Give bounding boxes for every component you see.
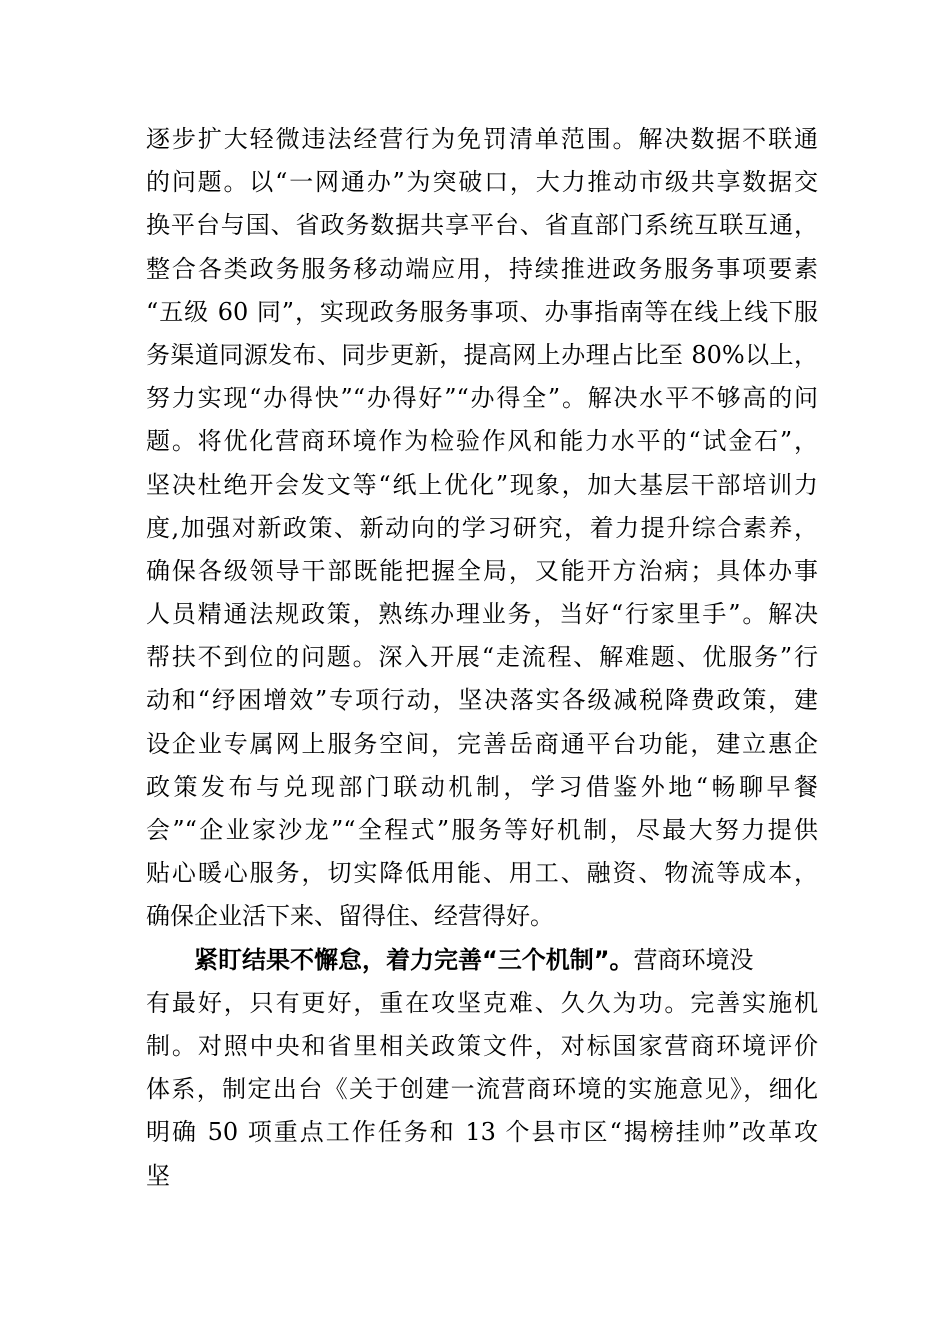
text-line: 动和“纾困增效”专项行动，坚决落实各级减税降费政策，建 [146,686,818,715]
text-line: 明确 50 项重点工作任务和 13 个县市区“揭榜挂帅”改革攻 [146,1118,818,1147]
text-line: 确保企业活下来、留得住、经营得好。 [146,902,554,931]
text-line: 确保各级领导干部既能把握全局，又能开方治病；具体办事 [146,556,818,585]
paragraph-2-first-line [146,939,818,982]
paragraph-2 [146,939,818,1198]
text-line: 制。对照中央和省里相关政策文件，对标国家营商环境评价 [146,1031,818,1060]
text-line: “五级 60 同”，实现政务服务事项、办事指南等在线上线下服 [146,297,818,326]
text-line: 坚 [146,1161,170,1190]
text-line: 人员精通法规政策，熟练办理业务，当好“行家里手”。解决 [146,600,818,629]
text-line: 题。将优化营商环境作为检验作风和能力水平的“试金石”， [146,427,818,456]
text-line: 贴心暖心服务，切实降低用能、用工、融资、物流等成本， [146,859,818,888]
text-line: 逐步扩大轻微违法经营行为免罚清单范围。解决数据不联通 [146,125,818,153]
text-line: 整合各类政务服务移动端应用，持续推进政务服务事项要素 [146,254,818,283]
body-text [146,118,818,1198]
text-line: 努力实现“办得快”“办得好”“办得全”。解决水平不够高的问 [146,384,818,413]
text-line: 帮扶不到位的问题。深入开展“走流程、解难题、优服务”行 [146,643,818,672]
text-line: 换平台与国、省政务数据共享平台、省直部门系统互联互通， [146,211,818,240]
text-line: 体系，制定出台《关于创建一流营商环境的实施意见》，细化 [146,1075,818,1104]
text-line: 政策发布与兑现部门联动机制，学习借鉴外地“畅聊早餐 [146,772,818,801]
paragraph-1 [146,118,818,939]
text-line: 设企业专属网上服务空间，完善岳商通平台功能，建立惠企 [146,729,818,758]
text-line: 的问题。以“一网通办”为突破口，大力推动市级共享数据交 [146,168,818,197]
text-line: 务渠道同源发布、同步更新，提高网上办理占比至 80%以上， [146,340,818,369]
text-line: 会”“企业家沙龙”“全程式”服务等好机制，尽最大努力提供 [146,816,818,844]
paragraph-2-first-line-rest: 营商环境没 [633,945,754,974]
paragraph-2-lead-heading: 紧盯结果不懈怠，着力完善“三个机制”。 [194,945,634,974]
text-line: 有最好，只有更好，重在攻坚克难、久久为功。完善实施机 [146,988,818,1017]
text-line: 坚决杜绝开会发文等“纸上优化”现象，加大基层干部培训力 [146,470,818,499]
text-line: 度,加强对新政策、新动向的学习研究，着力提升综合素养， [146,513,818,542]
